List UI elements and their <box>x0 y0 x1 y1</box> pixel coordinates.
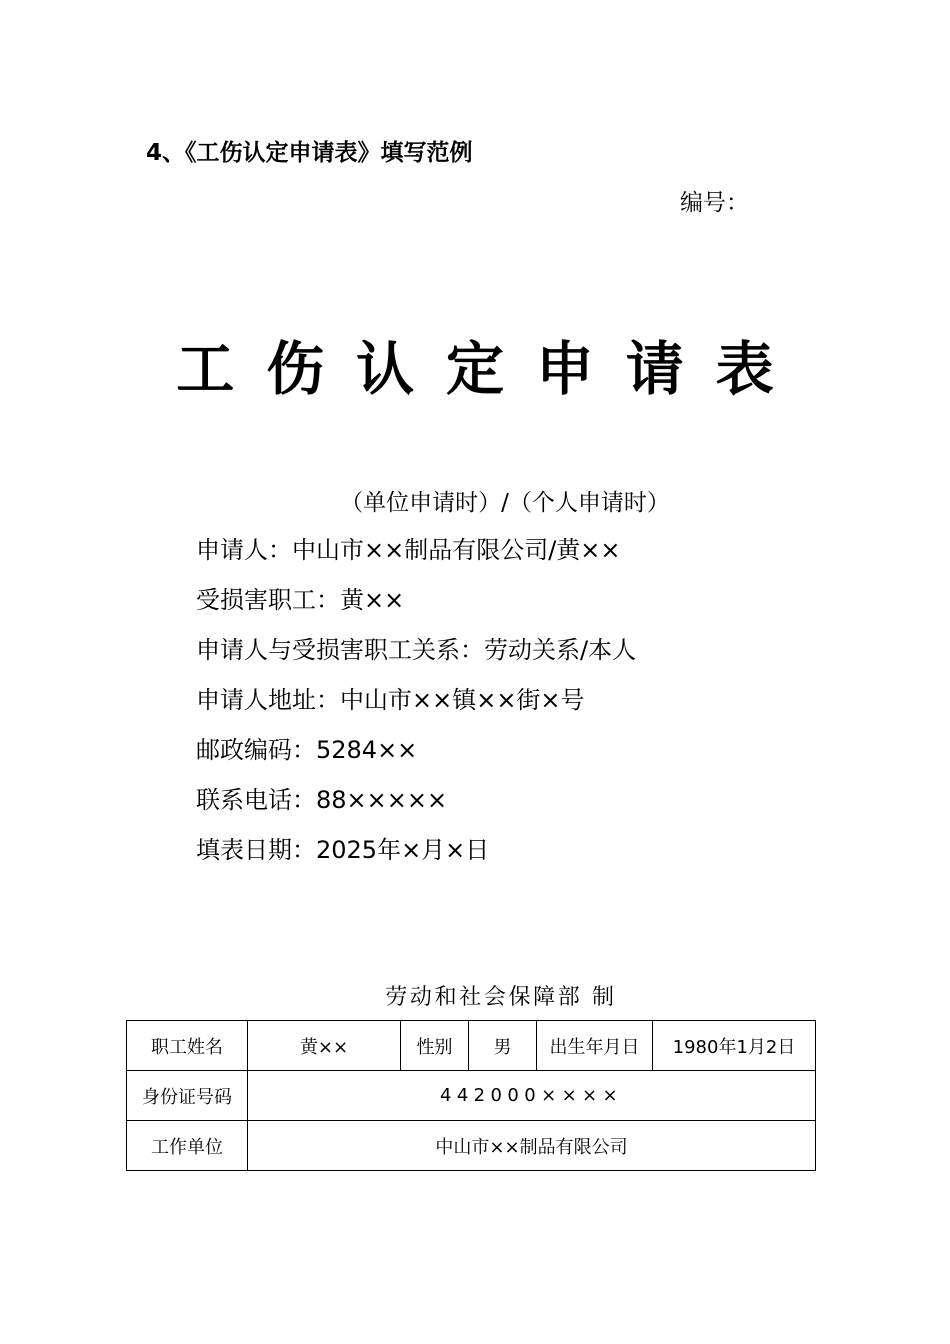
employer-label-cell: 工作单位 <box>127 1121 248 1171</box>
applicant-info-list <box>196 533 636 883</box>
employer-value-cell: 中山市××制品有限公司 <box>248 1121 816 1171</box>
name-value-cell: 黄×× <box>248 1021 401 1071</box>
table-row <box>127 1071 816 1121</box>
field-address: 申请人地址：中山市××镇××街×号 <box>196 686 585 714</box>
table-row <box>127 1021 816 1071</box>
gender-value-cell: 男 <box>469 1021 537 1071</box>
id-value-cell: 442000×××× <box>248 1071 816 1121</box>
issuing-authority: 劳动和社会保障部 制 <box>385 985 617 1010</box>
field-applicant: 申请人：中山市××制品有限公司/黄×× <box>196 536 621 564</box>
birth-label-cell: 出生年月日 <box>537 1021 653 1071</box>
section-heading: 4、《工伤认定申请表》填写范例 <box>146 140 473 166</box>
table-row <box>127 1121 816 1171</box>
field-phone: 联系电话：88××××× <box>196 786 448 814</box>
id-label-cell: 身份证号码 <box>127 1071 248 1121</box>
worker-info-table <box>126 1020 816 1171</box>
birth-value-cell: 1980年1月2日 <box>653 1021 816 1071</box>
field-relationship: 申请人与受损害职工关系：劳动关系/本人 <box>196 636 637 664</box>
serial-number-label: 编号： <box>680 190 749 216</box>
name-label-cell: 职工姓名 <box>127 1021 248 1071</box>
applicant-type-line: （单位申请时）/（个人申请时） <box>340 490 670 516</box>
field-fill-date: 填表日期：2025年×月×日 <box>196 836 490 864</box>
field-postal-code: 邮政编码：5284×× <box>196 736 418 764</box>
gender-label-cell: 性别 <box>401 1021 469 1071</box>
field-injured-worker: 受损害职工：黄×× <box>196 586 405 614</box>
form-title: 工伤认定申请表 <box>176 335 806 403</box>
